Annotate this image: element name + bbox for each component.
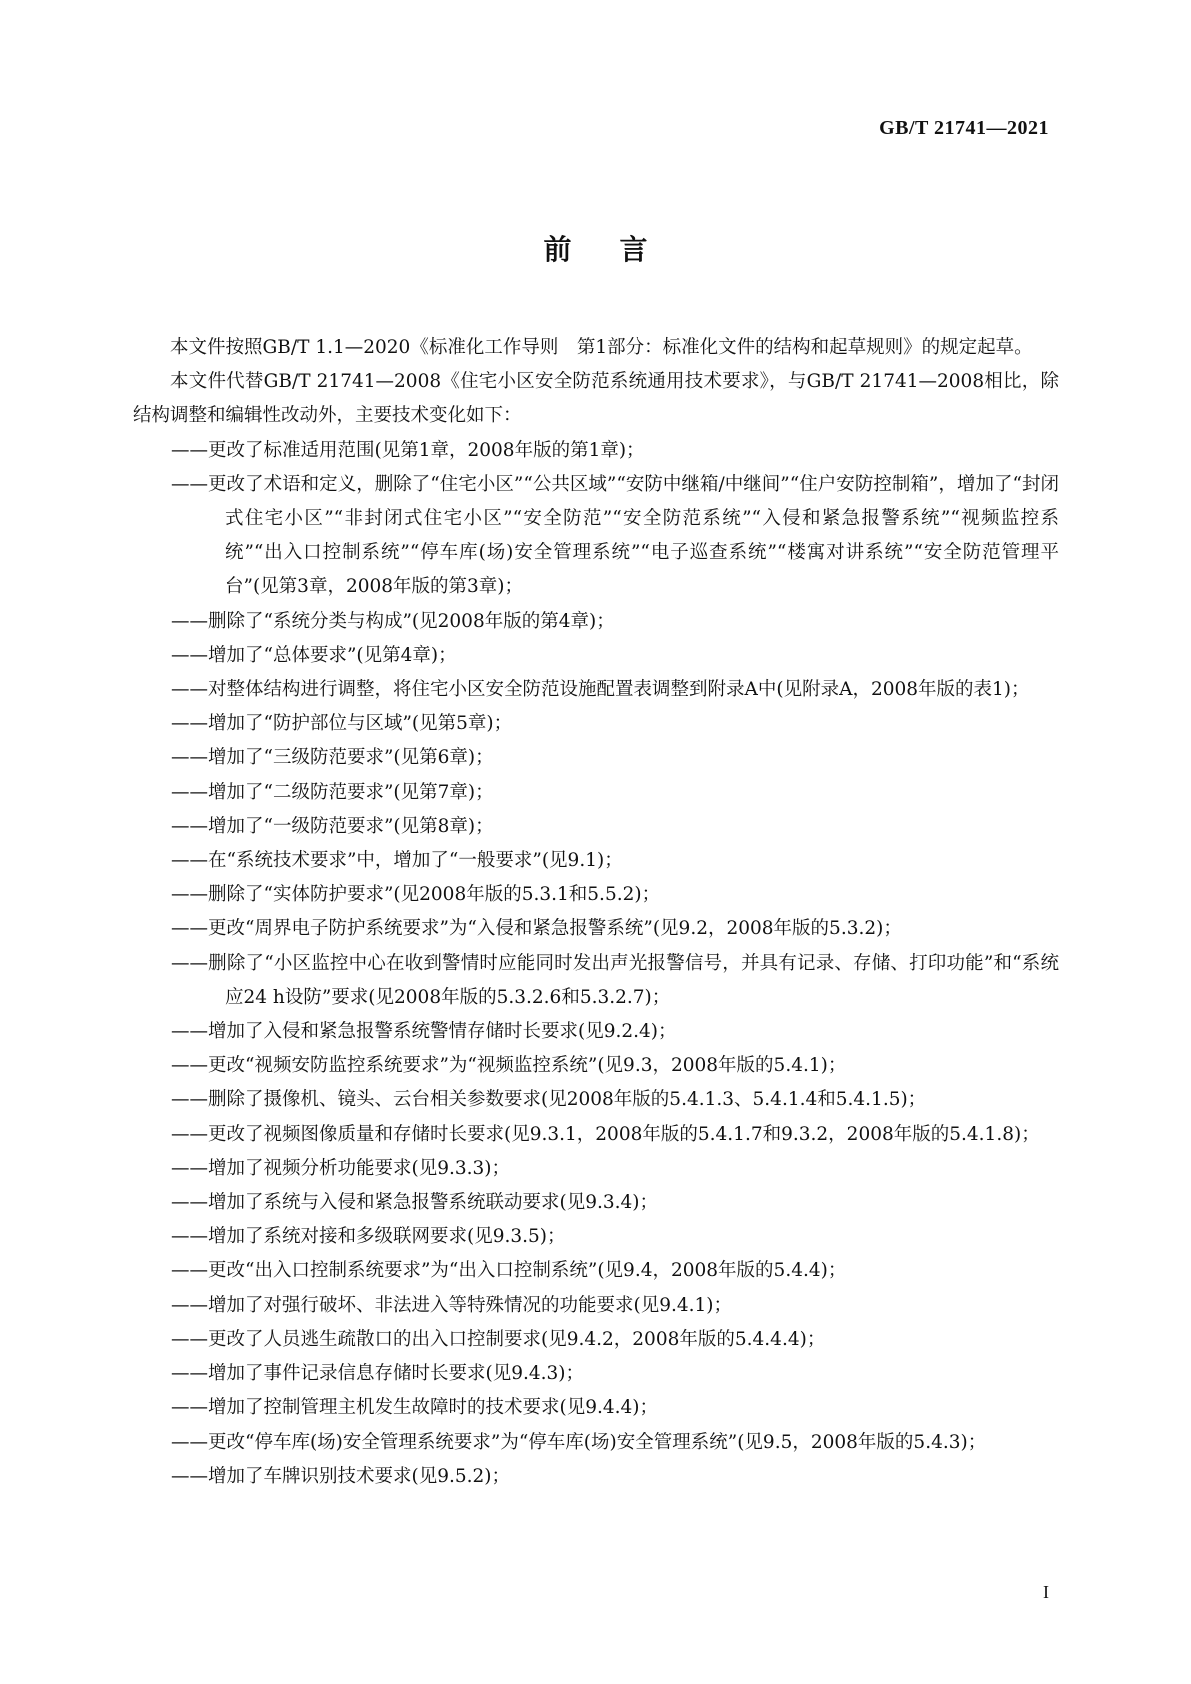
list-item: ——更改“周界电子防护系统要求”为“入侵和紧急报警系统”(见9.2，2008年版的5.3.2)； (171, 918, 902, 940)
list-item: ——删除了“系统分类与构成”(见2008年版的第4章)； (171, 610, 615, 632)
page-number: I (1043, 1582, 1049, 1602)
standard-code: GB/T 21741—2021 (879, 117, 1049, 139)
list-item: ——对整体结构进行调整，将住宅小区安全防范设施配置表调整到附录A中(见附录A，2008年版的表1)； (171, 679, 1030, 701)
list-item: ——在“系统技术要求”中，增加了“一般要求”(见9.1)； (171, 850, 623, 872)
list-item: ——更改“出入口控制系统要求”为“出入口控制系统”(见9.4，2008年版的5.4.4)； (171, 1260, 847, 1282)
list-item: ——删除了摄像机、镜头、云台相关参数要求(见2008年版的5.4.1.3、5.4.1.4和5.4.1.5)； (171, 1089, 927, 1111)
list-item: ——增加了视频分析功能要求(见9.3.3)； (171, 1157, 511, 1179)
intro-paragraph-drafting: 本文件按照GB/T 1.1—2020《标准化工作导则 第1部分：标准化文件的结构和起草规则》的规定起草。 (170, 337, 1033, 358)
list-item: ——更改了术语和定义，删除了“住宅小区”“公共区域”“安防中继箱/中继间”“住户安防控制箱”，增加了“封闭式住宅小区”“非封闭式住宅小区”“安全防范”“安全防范系统”“入侵和紧急报警系统”“视频监控系统”“出入口控制系统”“停车库(场)安全管理系统”“电子巡查系统”“楼寓对讲系统”“安全防范管理平台”(见第3章，2008年版的第3章)； (171, 473, 1059, 598)
list-item: ——增加了“一级防范要求”(见第8章)； (171, 815, 494, 837)
list-item: ——增加了对强行破坏、非法进入等特殊情况的功能要求(见9.4.1)； (171, 1294, 733, 1316)
list-item: ——更改了标准适用范围(见第1章，2008年版的第1章)； (171, 439, 645, 461)
list-item: ——增加了控制管理主机发生故障时的技术要求(见9.4.4)； (171, 1397, 659, 1419)
list-item: ——增加了系统与入侵和紧急报警系统联动要求(见9.3.4)； (171, 1192, 659, 1214)
list-item: ——增加了“防护部位与区域”(见第5章)； (171, 713, 513, 735)
list-item: ——更改了视频图像质量和存储时长要求(见9.3.1，2008年版的5.4.1.7和9.3.2，2008年版的5.4.1.8)； (171, 1123, 1040, 1145)
changes-list (133, 434, 1059, 1494)
list-item: ——删除了“小区监控中心在收到警情时应能同时发出声光报警信号，并具有记录、存储、打印功能”和“系统应24 h设防”要求(见2008年版的5.3.2.6和5.3.2.7)； (171, 952, 1059, 1008)
list-item: ——增加了“二级防范要求”(见第7章)； (171, 781, 494, 803)
list-item: ——增加了“三级防范要求”(见第6章)； (171, 747, 494, 769)
list-item: ——更改了人员逃生疏散口的出入口控制要求(见9.4.2，2008年版的5.4.4.4)； (171, 1328, 826, 1350)
document-body (133, 331, 1059, 1494)
list-item: ——更改“视频安防监控系统要求”为“视频监控系统”(见9.3，2008年版的5.4.1)； (171, 1055, 847, 1077)
intro-paragraph-replacement: 本文件代替GB/T 21741—2008《住宅小区安全防范系统通用技术要求》，与GB/T 21741—2008相比，除结构调整和编辑性改动外，主要技术变化如下： (133, 371, 1059, 427)
list-item: ——增加了车牌识别技术要求(见9.5.2)； (171, 1465, 511, 1487)
list-item: ——增加了系统对接和多级联网要求(见9.3.5)； (171, 1226, 566, 1248)
list-item: ——删除了“实体防护要求”(见2008年版的5.3.1和5.5.2)； (171, 884, 661, 906)
list-item: ——增加了入侵和紧急报警系统警情存储时长要求(见9.2.4)； (171, 1021, 677, 1043)
list-item: ——增加了“总体要求”(见第4章)； (171, 644, 457, 666)
list-item: ——更改“停车库(场)安全管理系统要求”为“停车库(场)安全管理系统”(见9.5，2008年版的5.4.3)； (171, 1431, 987, 1453)
list-item: ——增加了事件记录信息存储时长要求(见9.4.3)； (171, 1363, 585, 1385)
page-title: 前言 (543, 233, 696, 266)
